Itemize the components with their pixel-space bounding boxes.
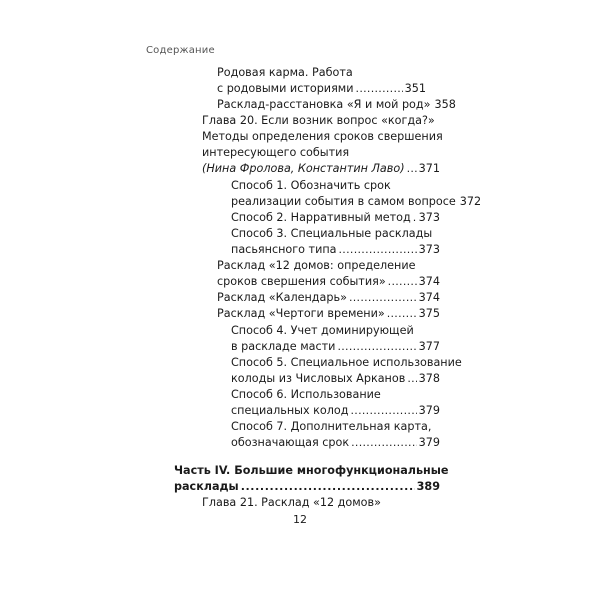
toc-page-number: 374: [418, 275, 440, 288]
toc-entry-title: реализации события в самом вопросе: [231, 195, 456, 208]
toc-part-entry: [174, 479, 440, 495]
toc-entry-line: Расклад «12 домов: определение: [217, 259, 416, 272]
toc-entry: [231, 194, 482, 210]
toc-entry: [217, 306, 440, 322]
toc-page-number: 379: [418, 436, 440, 449]
page-number: 12: [293, 513, 307, 526]
toc-entry-title: специальных колод: [231, 404, 349, 417]
dot-leader: [413, 214, 417, 226]
toc-entry: [217, 97, 456, 113]
toc-entry: [231, 403, 440, 419]
dot-leader: [349, 294, 417, 306]
dot-leader: [407, 165, 417, 177]
toc-entry-line: Способ 3. Специальные расклады: [231, 227, 433, 240]
toc-entry-title: Расклад «Чертоги времени»: [217, 307, 385, 320]
toc-entry-title: сроков свершения события»: [217, 275, 386, 288]
toc-page-number: 351: [404, 82, 426, 95]
toc-entry-title: пасьянсного типа: [231, 243, 337, 256]
toc-entry: [202, 161, 440, 177]
toc-entry-line: Глава 20. Если возник вопрос «когда?»: [202, 114, 435, 127]
dot-leader: [337, 343, 416, 355]
toc-page-number: 372: [459, 195, 482, 208]
toc-page-number: 379: [418, 404, 440, 417]
toc-entry: [217, 81, 426, 97]
toc-entry-line: Способ 4. Учет доминирующей: [231, 324, 414, 337]
toc-entry: [231, 210, 440, 226]
toc-entry-title: Расклад-расстановка «Я и мой род»: [217, 98, 431, 111]
toc-entry-title: колоды из Числовых Арканов: [231, 372, 406, 385]
toc-page-number: 371: [418, 162, 440, 175]
toc-entry: [217, 290, 440, 306]
toc-entry-line: Способ 7. Дополнительная карта,: [231, 420, 432, 433]
toc-page-number: 377: [418, 340, 440, 353]
toc-entry-line: Методы определения сроков свершения: [202, 130, 443, 143]
toc-page-number: 389: [416, 480, 440, 493]
dot-leader: [339, 246, 417, 258]
toc-entry-title: с родовыми историями: [217, 82, 354, 95]
toc-page-number: 373: [418, 243, 440, 256]
toc-page-number: 378: [418, 372, 440, 385]
toc-entry-line: интересующего события: [202, 146, 350, 159]
toc-part-line: Часть IV. Большие многофункциональные: [174, 464, 449, 477]
toc-page-number: 373: [418, 211, 440, 224]
toc-entry-line: Глава 21. Расклад «12 домов»: [202, 496, 381, 509]
toc-entry-authors: (Нина Фролова, Константин Лаво): [202, 162, 405, 175]
dot-leader: [387, 310, 417, 322]
toc-entry-title: расклады: [174, 480, 239, 493]
toc-entry: [231, 339, 440, 355]
dot-leader: [388, 278, 417, 290]
toc-entry-title: обозначающая срок: [231, 436, 350, 449]
toc-entry-title: Расклад «Календарь»: [217, 291, 347, 304]
toc-entry: [231, 242, 440, 258]
toc-entry-line: Способ 6. Использование: [231, 388, 381, 401]
toc-entry: [231, 371, 440, 387]
dot-leader: [351, 439, 417, 451]
dot-leader: [356, 85, 403, 97]
running-header: Содержание: [146, 45, 215, 56]
toc-entry-title: в раскладе масти: [231, 340, 336, 353]
toc-page-number: 375: [418, 307, 440, 320]
toc-page-number: 358: [434, 98, 456, 111]
toc-entry-line: Родовая карма. Работа: [217, 66, 353, 79]
toc-entry-line: Способ 1. Обозначить срок: [231, 179, 391, 192]
toc-entry-line: Способ 5. Специальное использование: [231, 356, 462, 369]
dot-leader: [241, 483, 415, 495]
toc-entry: [231, 435, 440, 451]
dot-leader: [407, 375, 416, 387]
toc-entry: [217, 274, 440, 290]
toc-entry-title: Способ 2. Нарративный метод: [231, 211, 411, 224]
dot-leader: [351, 407, 417, 419]
toc-page-number: 374: [418, 291, 440, 304]
